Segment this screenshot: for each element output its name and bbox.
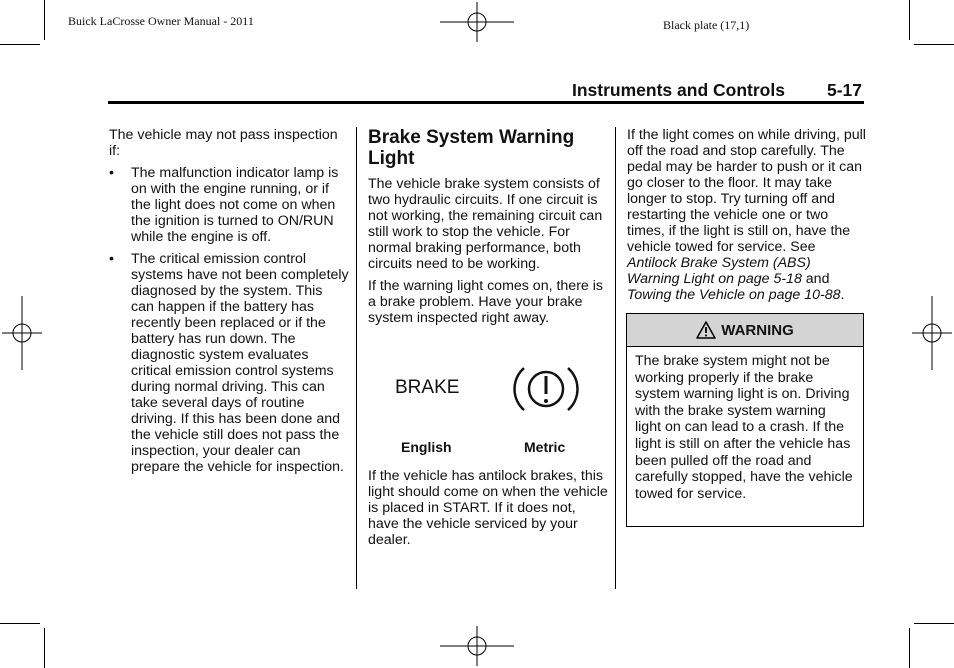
bullet-dot: • <box>109 165 114 181</box>
registration-mark-bottom <box>440 626 514 666</box>
brake-warning-icon <box>512 362 580 416</box>
brake-word-icon: BRAKE <box>395 377 460 398</box>
cross-reference-link[interactable]: Antilock Brake System (ABS) Warning Light on page 5‑18 <box>627 255 811 287</box>
crop-mark <box>0 44 40 45</box>
page-number: 5-17 <box>827 80 863 100</box>
section-heading: Brake System Warning Light <box>368 127 575 169</box>
bullet-dot: • <box>109 251 114 267</box>
paragraph-text: and <box>801 271 830 287</box>
paragraph: The vehicle brake system consists of two hydraulic circuits. If one circuit is not working, the remaining circuit can still work to stop the vehicle. For normal braking performance, both circuits need to be working. <box>368 176 603 272</box>
list-item <box>109 251 349 475</box>
warning-box <box>626 313 864 527</box>
crop-mark <box>914 623 954 624</box>
warning-text: The brake system might not be working properly if the brake system warning light is on. Driving with the brake system warning light on can lead to a crash. If the light is still on after the vehicle has been pulled off the road and carefully stopped, have the vehicle towed for service. <box>635 353 853 502</box>
caption-metric: Metric <box>524 439 566 455</box>
paragraph-text: If the light comes on while driving, pull off the road and stop carefully. The pedal may be harder to push or it can go closer to the floor. It may take longer to stop. Try turning off and restarting the vehicle one or two times, if the light is still on, have the vehicle towed for service. See <box>627 127 866 255</box>
column-3 <box>627 127 867 303</box>
header-rule <box>108 101 864 104</box>
column-2-lower <box>368 468 608 548</box>
bullet-text: The malfunction indicator lamp is on with the engine running, or if the light does not come on when the ignition is turned to ON/RUN while the engine is off. <box>131 165 339 245</box>
warning-triangle-icon <box>696 321 716 339</box>
crop-mark <box>44 0 45 40</box>
crop-mark <box>44 628 45 668</box>
registration-mark-right <box>912 296 952 370</box>
plate-label: Black plate (17,1) <box>663 18 750 32</box>
section-title: Instruments and Controls <box>572 80 785 100</box>
column-2 <box>368 127 608 326</box>
crop-mark <box>909 0 910 40</box>
cross-reference-link[interactable]: Towing the Vehicle on page 10‑88 <box>627 287 841 303</box>
warning-header <box>627 314 863 347</box>
list-item <box>109 165 349 245</box>
manual-title: Buick LaCrosse Owner Manual - 2011 <box>68 14 254 28</box>
column-divider <box>356 127 357 589</box>
paragraph: If the vehicle has antilock brakes, this light should come on when the vehicle is placed in START. If it does not, have the vehicle serviced by your dealer. <box>368 468 608 548</box>
bullet-text: The critical emission control systems have not been completely diagnosed by the system. This can happen if the battery has recently been replaced or if the battery has run down. The diagnostic system evaluates critical emission control systems during normal driving. This can take several days of routine driving. If this has been done and the vehicle still does not pass the inspection, your dealer can prepare the vehicle for inspection. <box>131 251 349 475</box>
column-divider <box>615 127 616 589</box>
crop-mark <box>914 44 954 45</box>
crop-mark <box>0 623 40 624</box>
crop-mark <box>909 628 910 668</box>
paragraph <box>627 127 867 303</box>
column-1 <box>109 127 349 475</box>
paragraph-text: . <box>840 287 845 303</box>
registration-mark-left <box>2 296 42 370</box>
caption-english: English <box>401 439 452 455</box>
warning-title: WARNING <box>721 321 794 339</box>
registration-mark-top <box>440 2 514 42</box>
intro-text: The vehicle may not pass inspection if: <box>109 127 338 159</box>
paragraph: If the warning light comes on, there is a brake problem. Have your brake system inspected right away. <box>368 278 604 326</box>
